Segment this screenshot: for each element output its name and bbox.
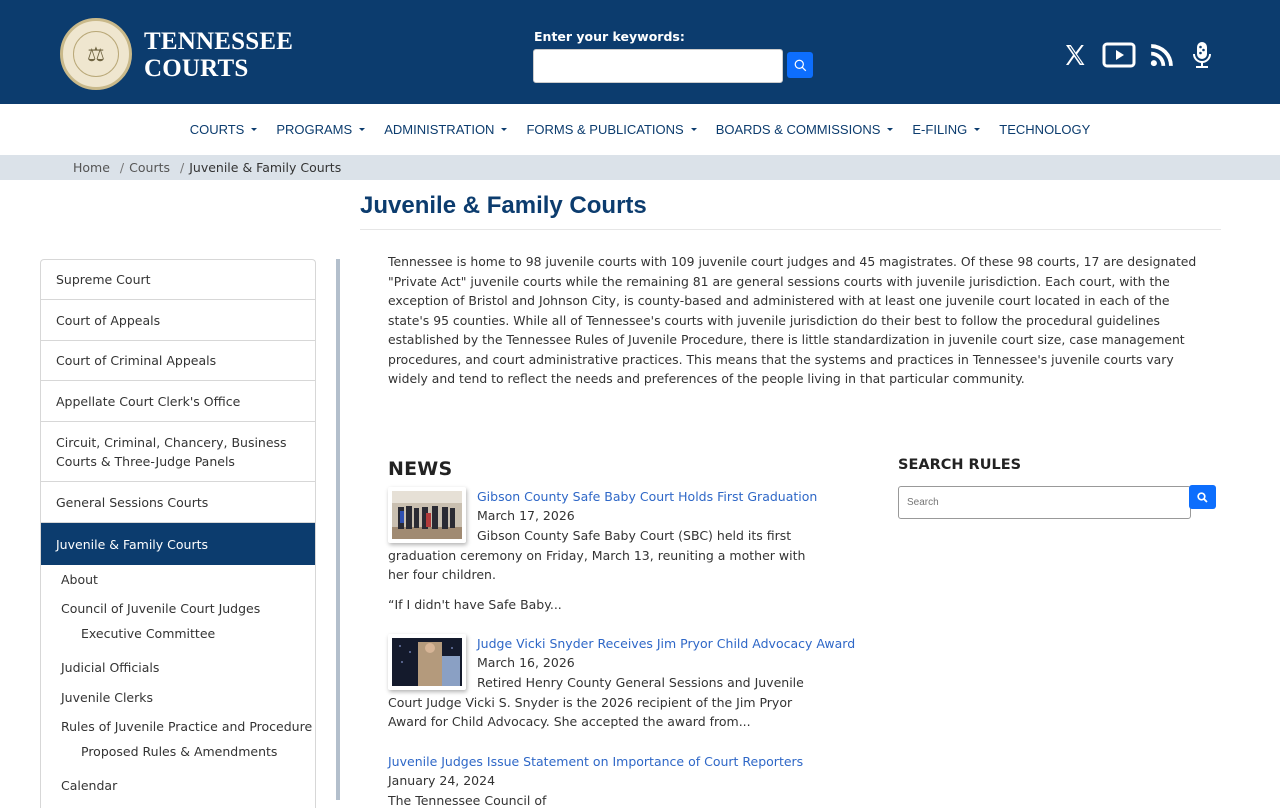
youtube-link[interactable] <box>1101 40 1137 70</box>
content-divider <box>336 259 340 800</box>
news-date: January 24, 2024 <box>388 773 496 788</box>
news-summary: Retired Henry County General Sessions and Juvenile Court Judge Vicki S. Snyder is the 2026 recipient of the Jim Pryor Award for Child Advocacy. She accepted the award from... <box>388 675 804 729</box>
sidebar-item-appellate-clerk[interactable]: Appellate Court Clerk's Office <box>41 381 315 422</box>
keyword-search-button[interactable] <box>787 52 813 78</box>
nav-forms-publications[interactable]: FORMS & PUBLICATIONS <box>517 122 706 137</box>
rss-link[interactable] <box>1147 40 1177 70</box>
subnav-executive-committee[interactable]: Executive Committee <box>81 626 216 641</box>
youtube-icon <box>1102 41 1136 69</box>
news-quote: “If I didn't have Safe Baby... <box>388 597 562 612</box>
sidebar-item-court-of-appeals[interactable]: Court of Appeals <box>41 300 315 341</box>
breadcrumb-courts[interactable]: Courts <box>129 160 170 175</box>
search-icon <box>794 59 807 72</box>
x-twitter-link[interactable] <box>1060 40 1090 70</box>
breadcrumb-separator: / <box>119 160 125 175</box>
caret-down-icon <box>501 128 507 131</box>
breadcrumb-current: Juvenile & Family Courts <box>189 160 342 175</box>
x-icon <box>1063 43 1087 67</box>
brand-line-1: TENNESSEE <box>144 28 294 55</box>
subnav-council[interactable]: Council of Juvenile Court Judges <box>61 601 261 616</box>
podcast-link[interactable] <box>1187 40 1217 70</box>
news-date: March 16, 2026 <box>477 655 575 670</box>
breadcrumb <box>0 155 1280 180</box>
caret-down-icon <box>359 128 365 131</box>
microphone-icon <box>1191 41 1213 69</box>
scales-of-justice-icon: ⚖ <box>73 31 119 77</box>
intro-paragraph: Tennessee is home to 98 juvenile courts with 109 juvenile court judges and 45 magistrates. Of these 98 courts, 17 are designated "Private Act" juvenile courts while the remaining 81 are general sessions courts with juvenile jurisdiction. Each court, with the exception of Bristol and Johnson City, is county-based and administered with at least one juvenile court located in each of the state's 95 counties. While all of Tennessee's courts with juvenile jurisdiction do their best to follow the procedural guidelines established by the Tennessee Rules of Juvenile Procedure, there is little standardization in juvenile court size, case management procedures, and court administrative practices. This means that the systems and practices in Tennessee's juvenile courts vary widely and tend to reflect the needs and preferences of the people living in that particular community. <box>388 254 1197 386</box>
caret-down-icon <box>974 128 980 131</box>
site-header <box>0 0 1280 104</box>
brand-line-2: COURTS <box>144 55 249 82</box>
sidebar-item-general-sessions[interactable]: General Sessions Courts <box>41 482 315 523</box>
nav-e-filing[interactable]: E-FILING <box>903 122 990 137</box>
subnav-rules[interactable]: Rules of Juvenile Practice and Procedure <box>61 719 313 734</box>
nav-programs[interactable]: PROGRAMS <box>267 122 375 137</box>
caret-down-icon <box>251 128 257 131</box>
site-brand[interactable] <box>144 28 293 82</box>
keyword-search-label: Enter your keywords: <box>534 29 685 44</box>
news-title-link[interactable]: Juvenile Judges Issue Statement on Importance of Court Reporters <box>388 754 804 769</box>
subnav-judicial-officials[interactable]: Judicial Officials <box>61 660 160 675</box>
news-summary: The Tennessee Council of <box>388 793 547 808</box>
subnav-about[interactable]: About <box>61 572 98 587</box>
breadcrumb-home[interactable]: Home <box>73 160 110 175</box>
news-date: March 17, 2026 <box>477 508 575 523</box>
tennessee-judiciary-seal-logo[interactable] <box>60 18 132 90</box>
nav-courts[interactable]: COURTS <box>180 122 267 137</box>
subnav-proposed-rules[interactable]: Proposed Rules & Amendments <box>81 744 278 759</box>
nav-technology[interactable]: TECHNOLOGY <box>999 122 1091 137</box>
search-rules-heading: SEARCH RULES <box>898 457 1022 473</box>
subnav-juvenile-clerks[interactable]: Juvenile Clerks <box>61 690 154 705</box>
subnav-calendar[interactable]: Calendar <box>61 778 118 793</box>
search-rules-input[interactable] <box>898 486 1191 519</box>
search-rules-button[interactable] <box>1189 485 1216 509</box>
sidebar-subnav <box>41 565 315 808</box>
news-heading: NEWS <box>388 458 453 480</box>
sidebar-item-circuit-criminal-chancery[interactable]: Circuit, Criminal, Chancery, Business Courts & Three-Judge Panels <box>41 422 315 482</box>
search-icon <box>1197 492 1208 503</box>
page-title: Juvenile & Family Courts <box>360 192 647 219</box>
sidebar-item-juvenile-family-courts[interactable]: Juvenile & Family Courts <box>41 523 315 565</box>
sidebar-nav <box>40 259 316 808</box>
sidebar-item-court-of-criminal-appeals[interactable]: Court of Criminal Appeals <box>41 341 315 381</box>
news-title-link[interactable]: Judge Vicki Snyder Receives Jim Pryor Child Advocacy Award <box>477 636 856 651</box>
rss-icon <box>1149 42 1175 68</box>
title-divider <box>360 229 1221 230</box>
news-summary: Gibson County Safe Baby Court (SBC) held its first graduation ceremony on Friday, March 13, reuniting a mother with her four children. <box>388 528 806 582</box>
nav-boards-commissions[interactable]: BOARDS & COMMISSIONS <box>706 122 903 137</box>
nav-administration[interactable]: ADMINISTRATION <box>375 122 517 137</box>
caret-down-icon <box>691 128 697 131</box>
caret-down-icon <box>887 128 893 131</box>
sidebar-item-supreme-court[interactable]: Supreme Court <box>41 260 315 300</box>
breadcrumb-separator: / <box>180 160 185 175</box>
news-title-link[interactable]: Gibson County Safe Baby Court Holds First Graduation <box>477 489 818 504</box>
keyword-search-input[interactable] <box>533 49 783 83</box>
main-nav <box>0 104 1280 155</box>
